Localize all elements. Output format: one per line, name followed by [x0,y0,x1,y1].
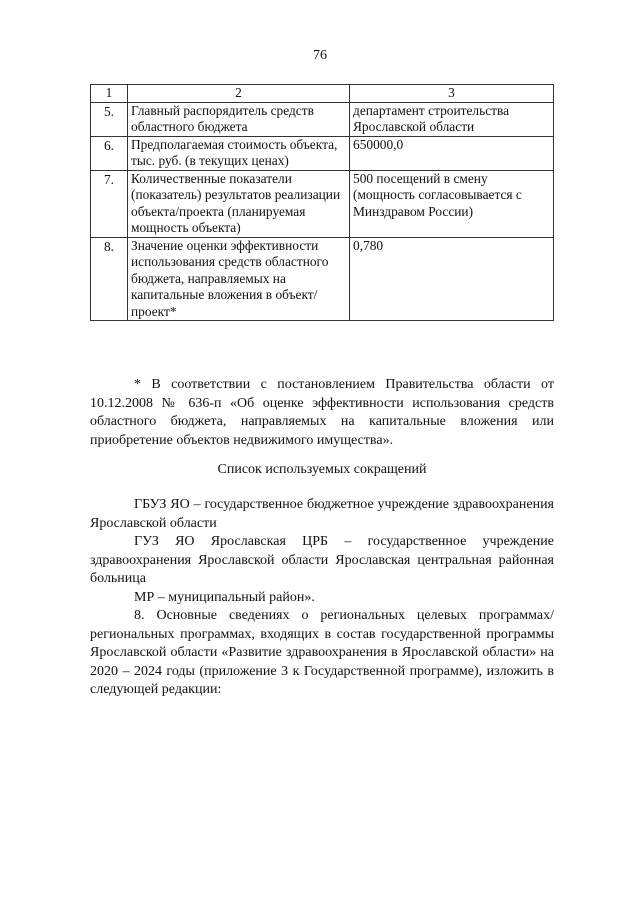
table-row [91,170,554,237]
abbreviation-item: МР – муниципальный район». [134,589,315,605]
abbreviation-item: ГБУЗ ЯО – государственное бюджетное учреждение здравоохранения Ярославской области [90,497,554,531]
footnote-block [90,376,554,450]
paragraph-8: 8. Основные сведениях о региональных целевых программах/ региональных программах, входящих в состав государственной программы Ярославской области «Развитие здравоохранения в Ярославской области» на 2020 – 2024 годы (приложение 3 к Государственной программе), изложить в следующей редакции: [90,608,554,697]
row-number: 6. [91,136,128,170]
abbreviations-heading: Список используемых сокращений [217,462,427,477]
row-label: Главный распорядитель средств областного бюджета [128,102,350,136]
row-value: 500 посещений в смену (мощность согласовывается с Минздравом России) [350,170,554,237]
table-row [91,102,554,136]
row-label: Значение оценки эффективности использования средств областного бюджета, направляемых на капитальные вложения в объект/проект* [128,237,350,321]
row-value: департамент строительства Ярославской области [350,102,554,136]
row-number: 8. [91,237,128,321]
table-header-cell: 2 [128,85,350,103]
table-header-row [91,85,554,103]
abbreviations-list [90,496,554,700]
abbreviation-item: ГУЗ ЯО Ярославская ЦРБ – государственное учреждение здравоохранения Ярославской области Ярославская центральная районная больница [90,534,554,586]
row-label: Количественные показатели (показатель) результатов реализации объекта/проекта (планируемая мощность объекта) [128,170,350,237]
table-header-cell: 1 [91,85,128,103]
row-value: 0,780 [350,237,554,321]
table-row [91,136,554,170]
page-number: 76 [313,48,327,63]
table-row [91,237,554,321]
footnote: * В соответствии с постановлением Правительства области от 10.12.2008 № 636-п «Об оценке эффективности использования средств областного бюджета, направляемых на капитальные вложения или приобретение объектов недвижимого имущества». [90,377,554,448]
object-info-table [90,84,554,321]
row-number: 5. [91,102,128,136]
row-label: Предполагаемая стоимость объекта, тыс. руб. (в текущих ценах) [128,136,350,170]
row-number: 7. [91,170,128,237]
table-header-cell: 3 [350,85,554,103]
row-value: 650000,0 [350,136,554,170]
